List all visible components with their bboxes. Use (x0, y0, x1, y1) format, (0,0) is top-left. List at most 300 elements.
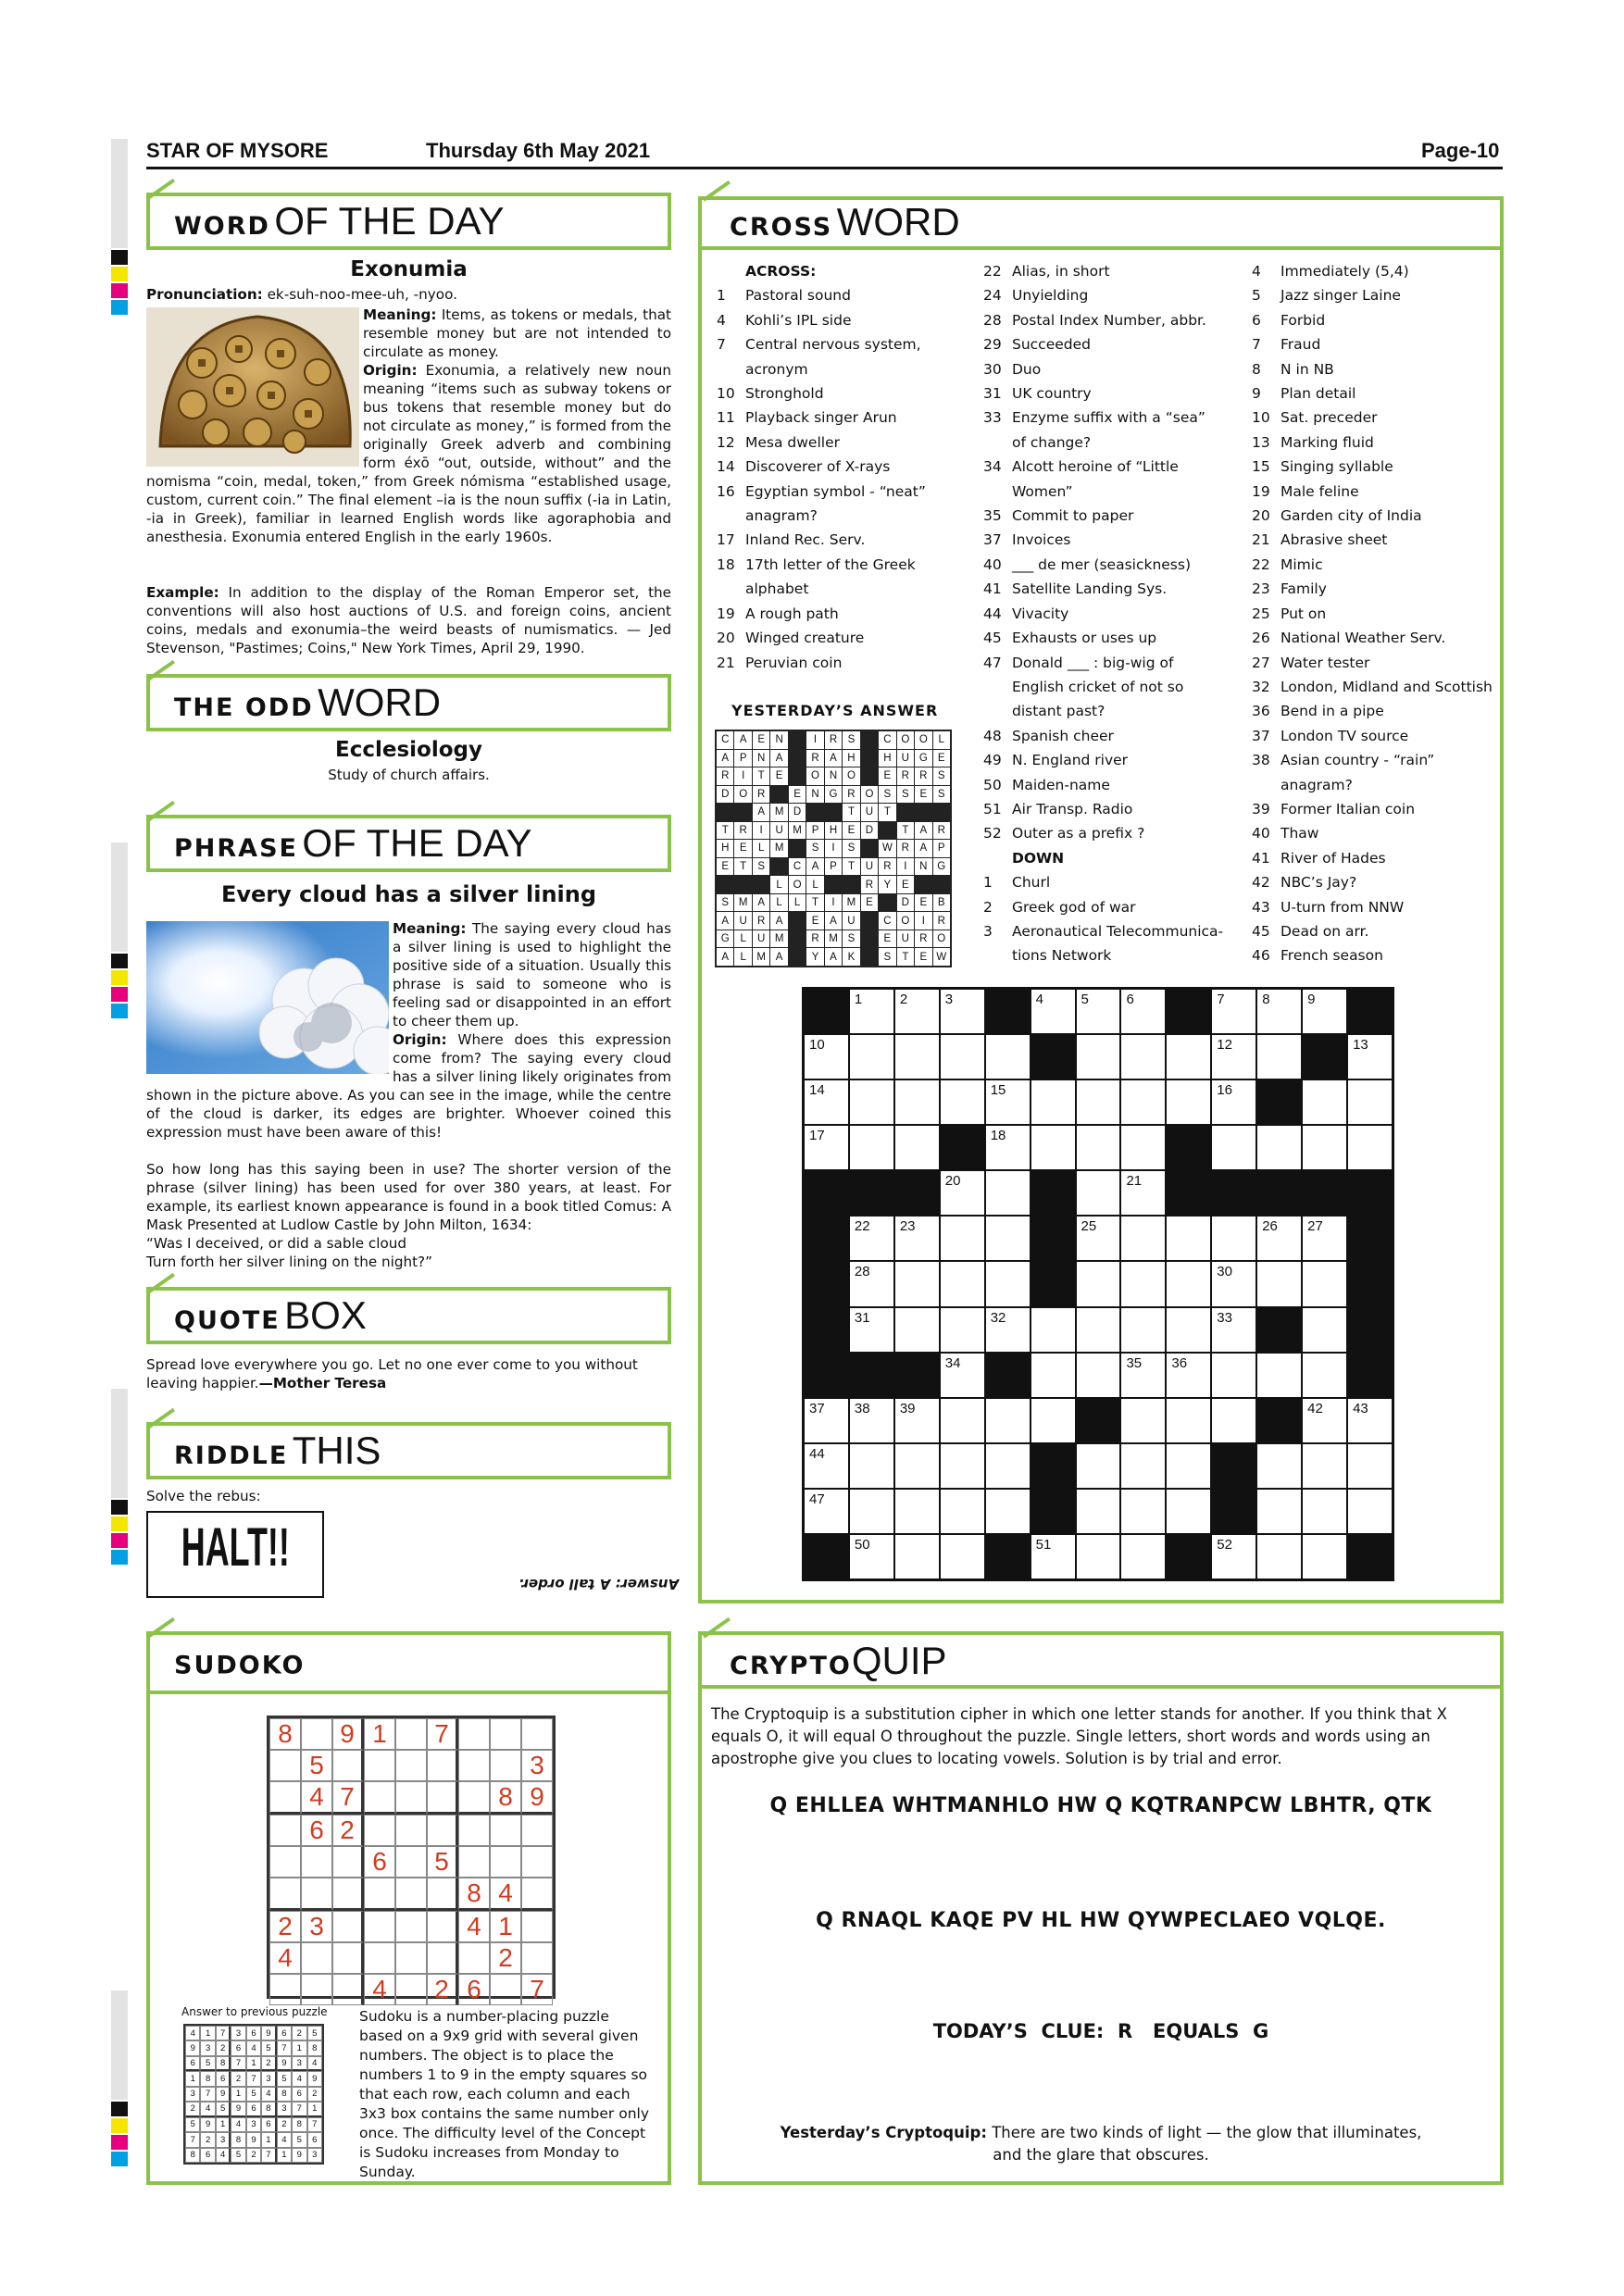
crossword-cell[interactable] (1303, 1308, 1346, 1352)
crossword-cell[interactable] (805, 1490, 848, 1533)
sudoku-cell[interactable] (521, 1846, 553, 1878)
sudoku-cell[interactable]: 8 (458, 1878, 490, 1911)
cell-number: 30 (1217, 1264, 1232, 1280)
crossword-cell[interactable] (1212, 990, 1255, 1033)
header-rule (146, 167, 1503, 169)
crossword-cell[interactable] (1077, 1262, 1120, 1305)
sudoku-cell[interactable] (332, 1878, 364, 1911)
crossword-cell[interactable] (1303, 1217, 1346, 1260)
black-square (734, 804, 751, 821)
answer-cell: 5 (292, 2132, 306, 2147)
sudoku-cell[interactable] (269, 1781, 301, 1815)
crossword-cell[interactable] (1121, 1126, 1165, 1169)
clue-row (983, 430, 1233, 455)
clue-number (717, 357, 745, 381)
clue-number: 21 (717, 654, 735, 671)
crossword-cell[interactable] (1303, 1535, 1346, 1578)
crossword-cell[interactable] (895, 1262, 939, 1305)
answer-cell: 2 (307, 2087, 322, 2102)
sudoku-cell[interactable]: 8 (269, 1718, 301, 1750)
crossword-cell[interactable] (1077, 1490, 1120, 1533)
answer-cell: I (825, 894, 842, 912)
crossword-cell[interactable] (805, 1080, 848, 1124)
crossword-cell[interactable] (1167, 1262, 1210, 1305)
cell-number: 26 (1262, 1218, 1278, 1235)
answer-cell: 3 (246, 2117, 261, 2132)
crossword-cell[interactable] (850, 1262, 893, 1305)
crossword-cell[interactable] (1121, 1171, 1165, 1215)
clue-number: 10 (1252, 409, 1270, 427)
phrase-title: Every cloud has a silver lining (220, 881, 597, 907)
clue-row (983, 773, 1233, 797)
crossword-cell[interactable] (805, 1126, 848, 1169)
answer-cell: M (770, 804, 787, 821)
crossword-cell[interactable] (941, 1535, 984, 1578)
sudoku-cell[interactable] (364, 1878, 395, 1911)
crossword-cell[interactable] (1348, 1080, 1392, 1124)
cryptoquip-line-1: Q EHLLEA WHTMANHLO HW Q KQTRANPCW LBHTR, QTK (769, 1794, 1432, 1817)
crossword-cell[interactable] (850, 1490, 893, 1533)
answer-cell: 2 (277, 2117, 292, 2132)
header-big: OF THE DAY (274, 199, 505, 243)
black-square (861, 948, 878, 966)
crossword-cell[interactable] (986, 1308, 1030, 1352)
crossword-cell[interactable] (895, 1535, 939, 1578)
answer-cell: K (843, 948, 859, 966)
registration-swatch (111, 987, 128, 1002)
crossword-cell[interactable] (1031, 1080, 1075, 1124)
crossword-cell[interactable] (1167, 1490, 1210, 1533)
sudoku-cell[interactable]: 8 (490, 1781, 521, 1815)
crossword-cell[interactable] (1303, 1399, 1346, 1442)
sudoku-cell[interactable]: 9 (332, 1718, 364, 1750)
crossword-cell[interactable] (1212, 1080, 1255, 1124)
crossword-cell[interactable] (1031, 1126, 1075, 1169)
word-origin: Origin: Exonumia, a relatively new noun meaning “items such as subway tokens or bus tokens that resemble money but do not circulate as money,” is formed from the originally Greek adverb and combining form éxō “out, outside, without” and the (363, 362, 671, 471)
sudoku-cell[interactable]: 4 (269, 1942, 301, 1974)
crossword-cell[interactable] (1167, 1308, 1210, 1352)
crossword-cell[interactable] (1121, 990, 1165, 1033)
answer-cell: 3 (261, 2071, 276, 2086)
sudoku-cell[interactable]: 3 (521, 1750, 553, 1781)
sudoku-cell[interactable] (269, 1846, 301, 1878)
crossword-cell[interactable] (895, 1490, 939, 1533)
sudoku-cell[interactable]: 4 (490, 1878, 521, 1911)
crossword-cell[interactable] (1167, 1035, 1210, 1079)
crossword-cell[interactable] (895, 1444, 939, 1488)
black-square (1031, 1490, 1075, 1533)
crossword-cell[interactable] (895, 1080, 939, 1124)
black-square (789, 948, 806, 966)
sudoku-cell[interactable] (458, 1942, 490, 1974)
crossword-cell[interactable] (941, 1035, 984, 1079)
answer-cell: 8 (200, 2071, 215, 2086)
crossword-cell[interactable] (1212, 1262, 1255, 1305)
crossword-cell[interactable] (1212, 1217, 1255, 1260)
sudoku-cell[interactable] (490, 1718, 521, 1750)
answer-cell: 1 (200, 2026, 215, 2040)
crossword-cell[interactable] (1077, 990, 1120, 1033)
crossword-cell[interactable] (1257, 1354, 1301, 1397)
crossword-cell[interactable] (986, 1035, 1030, 1079)
answer-cell: 4 (185, 2026, 200, 2040)
clue-number: 30 (983, 360, 1002, 378)
sudoku-cell[interactable] (395, 1718, 427, 1750)
sudoku-cell[interactable] (332, 1911, 364, 1942)
sudoku-cell[interactable] (395, 1942, 427, 1974)
sudoku-cell[interactable]: 1 (490, 1911, 521, 1942)
crossword-cell[interactable] (1031, 1399, 1075, 1442)
answer-cell: O (806, 767, 823, 785)
crossword-cell[interactable] (1303, 1354, 1346, 1397)
crossword-cell[interactable] (1167, 1399, 1210, 1442)
header-small: PHRASE (174, 834, 298, 863)
sudoku-cell[interactable]: 7 (521, 1974, 553, 2005)
sudoku-cell[interactable] (332, 1942, 364, 1974)
crossword-cell[interactable] (1031, 990, 1075, 1033)
crossword-cell[interactable] (986, 1080, 1030, 1124)
crossword-cell[interactable] (1167, 1217, 1210, 1260)
sudoku-cell[interactable]: 2 (269, 1911, 301, 1942)
crossword-cell[interactable] (895, 1126, 939, 1169)
sudoku-cell[interactable] (364, 1815, 395, 1846)
answer-cell: 1 (292, 2040, 306, 2055)
crossword-cell[interactable] (941, 1354, 984, 1397)
sudoku-cell[interactable] (427, 1815, 458, 1846)
crossword-cell[interactable] (850, 1444, 893, 1488)
cell-number: 27 (1307, 1218, 1323, 1235)
crossword-cell[interactable] (1077, 1217, 1120, 1260)
sudoku-cell[interactable] (521, 1942, 553, 1974)
crossword-cell[interactable] (895, 1308, 939, 1352)
crossword-cell[interactable] (1121, 1399, 1165, 1442)
crossword-cell[interactable] (1167, 1354, 1210, 1397)
sudoku-cell[interactable] (395, 1750, 427, 1781)
crossword-cell[interactable] (1077, 1444, 1120, 1488)
clue-text: tions Network (1012, 947, 1112, 965)
registration-swatch (111, 970, 128, 985)
crossword-cell[interactable] (1167, 1444, 1210, 1488)
clue-row (1252, 748, 1502, 772)
crossword-cell[interactable] (986, 1126, 1030, 1169)
sudoku-cell[interactable] (490, 1846, 521, 1878)
black-square (861, 912, 878, 930)
sudoku-cell[interactable]: 2 (427, 1974, 458, 2005)
crossword-cell[interactable] (895, 1217, 939, 1260)
answer-cell: 7 (307, 2117, 322, 2132)
crossword-cell[interactable] (1257, 1262, 1301, 1305)
sudoku-cell[interactable]: 4 (458, 1911, 490, 1942)
crossword-cell[interactable] (1212, 1535, 1255, 1578)
crossword-cell[interactable] (1257, 1217, 1301, 1260)
registration-swatch (111, 1516, 128, 1531)
clue-text: ___ de mer (seasickness) (1012, 555, 1192, 573)
crossword-cell[interactable] (941, 1262, 984, 1305)
sudoku-cell[interactable]: 9 (521, 1781, 553, 1815)
sudoku-cell[interactable] (364, 1781, 395, 1815)
sudoku-header-rule (146, 1691, 671, 1694)
crossword-cell[interactable] (1348, 1399, 1392, 1442)
answer-cell: 4 (216, 2148, 231, 2163)
crossword-cell[interactable] (1257, 1035, 1301, 1079)
sudoku-cell[interactable] (458, 1718, 490, 1750)
registration-bar (111, 139, 128, 248)
clue-number: 44 (983, 605, 1002, 622)
answer-cell: L (734, 930, 751, 948)
crossword-cell[interactable] (1348, 1490, 1392, 1533)
sudoku-cell[interactable] (364, 1911, 395, 1942)
answer-cell: 4 (307, 2056, 322, 2071)
crossword-cell[interactable] (1348, 1126, 1392, 1169)
crossword-cell[interactable] (1257, 1444, 1301, 1488)
black-square (895, 1354, 939, 1397)
answer-cell: 1 (307, 2102, 322, 2116)
crossword-cell[interactable] (1303, 1262, 1346, 1305)
answer-cell: D (789, 804, 806, 821)
answer-cell: M (843, 894, 859, 912)
sudoku-cell[interactable] (301, 1718, 332, 1750)
sudoku-cell[interactable]: 7 (427, 1718, 458, 1750)
crossword-cell[interactable] (1212, 1354, 1255, 1397)
sudoku-cell[interactable] (332, 1974, 364, 2005)
crossword-cell[interactable] (1303, 1490, 1346, 1533)
sudoku-cell[interactable] (458, 1815, 490, 1846)
sudoku-cell[interactable] (364, 1750, 395, 1781)
answer-cell: R (806, 930, 823, 948)
clue-text: London, Midland and Scottish (1280, 678, 1493, 695)
crossword-cell[interactable] (1303, 1080, 1346, 1124)
sudoku-cell[interactable] (332, 1750, 364, 1781)
sudoku-cell[interactable] (427, 1878, 458, 1911)
crossword-cell[interactable] (1121, 1035, 1165, 1079)
crossword-cell[interactable] (1031, 1308, 1075, 1352)
crossword-cell[interactable] (1121, 1217, 1165, 1260)
answer-cell: 2 (231, 2071, 245, 2086)
sudoku-cell[interactable] (364, 1942, 395, 1974)
sudoku-cell[interactable] (521, 1718, 553, 1750)
sudoku-cell[interactable] (490, 1815, 521, 1846)
sudoku-cell[interactable]: 6 (458, 1974, 490, 2005)
crossword-cell[interactable] (1212, 1308, 1255, 1352)
clue-text: French season (1280, 947, 1383, 965)
crossword-cell[interactable] (850, 1535, 893, 1578)
phrase-quote-2: Turn forth her silver lining on the night?” (146, 1254, 432, 1270)
crossword-cell[interactable] (895, 1035, 939, 1079)
crossword-cell[interactable] (805, 1035, 848, 1079)
answer-cell: D (861, 822, 878, 840)
sudoku-cell[interactable]: 6 (301, 1815, 332, 1846)
crossword-cell[interactable] (895, 1399, 939, 1442)
crossword-cell[interactable] (986, 1399, 1030, 1442)
answer-cell: 5 (277, 2071, 292, 2086)
answer-cell: O (933, 930, 950, 948)
crossword-cell[interactable] (1121, 1354, 1165, 1397)
crossword-cell[interactable] (941, 1308, 984, 1352)
yesterday-cryptoquip: Yesterday’s Cryptoquip: There are two kinds of light — the glow that illuminates, and the glare that obscures. (780, 2124, 1422, 2164)
sudoku-cell[interactable] (458, 1781, 490, 1815)
crossword-cell[interactable] (1077, 1080, 1120, 1124)
sudoku-cell[interactable]: 2 (332, 1815, 364, 1846)
sudoku-cell[interactable] (427, 1942, 458, 1974)
sudoku-cell[interactable] (490, 1750, 521, 1781)
crossword-cell[interactable] (1303, 1444, 1346, 1488)
sudoku-cell[interactable] (395, 1974, 427, 2005)
sudoku-cell[interactable]: 4 (301, 1781, 332, 1815)
crossword-cell[interactable] (986, 1444, 1030, 1488)
crossword-cell[interactable] (1077, 1535, 1120, 1578)
black-square (825, 804, 842, 821)
crossword-cell[interactable] (1121, 1308, 1165, 1352)
black-square (805, 1217, 848, 1260)
crossword-cell[interactable] (941, 1490, 984, 1533)
cell-number: 6 (1126, 992, 1134, 1007)
answer-cell: S (879, 948, 895, 966)
crossword-cell[interactable] (850, 1035, 893, 1079)
crossword-cell[interactable] (1031, 1535, 1075, 1578)
black-square (861, 731, 878, 749)
sudoku-cell[interactable] (395, 1911, 427, 1942)
answer-cell: P (825, 858, 842, 876)
sudoku-cell[interactable]: 6 (364, 1846, 395, 1878)
answer-cell: H (717, 840, 733, 857)
crossword-cell[interactable] (941, 1399, 984, 1442)
sudoku-cell[interactable] (269, 1750, 301, 1781)
crossword-cell[interactable] (1348, 1035, 1392, 1079)
header-small: THE ODD (174, 693, 314, 722)
sudoku-cell[interactable] (395, 1878, 427, 1911)
crossword-cell[interactable] (1212, 1126, 1255, 1169)
crossword-cell[interactable] (941, 1444, 984, 1488)
sudoku-cell[interactable]: 3 (301, 1911, 332, 1942)
crossword-cell[interactable] (805, 1444, 848, 1488)
crossword-cell[interactable] (850, 1080, 893, 1124)
sudoku-cell[interactable] (458, 1750, 490, 1781)
sudoku-cell[interactable]: 5 (427, 1846, 458, 1878)
crossword-cell[interactable] (1121, 1080, 1165, 1124)
clue-text: Peruvian coin (745, 654, 843, 671)
header-big: WORD (836, 200, 960, 243)
crossword-cell[interactable] (1121, 1444, 1165, 1488)
answer-cell: 1 (261, 2132, 276, 2147)
sudoku-cell[interactable] (301, 1846, 332, 1878)
sudoku-cell[interactable] (395, 1846, 427, 1878)
clue-number: 31 (983, 385, 1002, 403)
crossword-cell[interactable] (1077, 1308, 1120, 1352)
sudoku-cell[interactable] (332, 1846, 364, 1878)
crossword-cell[interactable] (986, 1490, 1030, 1533)
crossword-cell[interactable] (1077, 1171, 1120, 1215)
answer-cell: M (789, 822, 806, 840)
sudoku-cell[interactable]: 1 (364, 1718, 395, 1750)
clue-number (983, 846, 1012, 870)
crossword-cell[interactable] (850, 1399, 893, 1442)
sudoku-cell[interactable] (301, 1942, 332, 1974)
crossword-cell[interactable] (986, 1262, 1030, 1305)
sudoku-cell[interactable] (301, 1878, 332, 1911)
header-big: BOX (284, 1293, 367, 1337)
sudoku-cell[interactable] (521, 1911, 553, 1942)
crossword-cell[interactable] (1303, 990, 1346, 1033)
sudoku-cell[interactable] (427, 1781, 458, 1815)
sudoku-cell[interactable]: 5 (301, 1750, 332, 1781)
sudoku-cell[interactable] (490, 1974, 521, 2005)
crossword-cell[interactable] (895, 990, 939, 1033)
crossword-cell[interactable] (1257, 990, 1301, 1033)
clue-number: 33 (983, 409, 1002, 427)
word-of-day-header (146, 193, 671, 250)
crossword-cell[interactable] (1348, 1444, 1392, 1488)
cell-number: 12 (1217, 1037, 1232, 1054)
cell-number: 8 (1262, 992, 1270, 1007)
crossword-cell[interactable] (1077, 1126, 1120, 1169)
black-square (861, 840, 878, 857)
sudoku-cell[interactable] (521, 1815, 553, 1846)
answer-cell: N (825, 767, 842, 785)
crossword-cell[interactable] (1167, 1080, 1210, 1124)
crossword-cell[interactable] (1077, 1035, 1120, 1079)
sudoku-cell[interactable]: 4 (364, 1974, 395, 2005)
sudoku-cell[interactable] (427, 1750, 458, 1781)
clue-row (983, 381, 1233, 406)
crossword-cell[interactable] (941, 990, 984, 1033)
sudoku-cell[interactable] (395, 1815, 427, 1846)
black-square (770, 858, 787, 876)
crossword-cell[interactable] (941, 1217, 984, 1260)
crossword-cell[interactable] (850, 990, 893, 1033)
clue-row (717, 283, 967, 307)
crossword-cell[interactable] (1212, 1399, 1255, 1442)
crossword-cell[interactable] (1121, 1490, 1165, 1533)
crossword-cell[interactable] (1257, 1535, 1301, 1578)
crossword-cell[interactable] (1121, 1535, 1165, 1578)
crossword-header-rule (698, 246, 1504, 250)
answer-cell: I (825, 840, 842, 857)
crossword-cell[interactable] (941, 1171, 984, 1215)
sudoku-cell[interactable] (269, 1815, 301, 1846)
crossword-cell[interactable] (1077, 1354, 1120, 1397)
crossword-cell[interactable] (1303, 1126, 1346, 1169)
crossword-cell[interactable] (850, 1308, 893, 1352)
sudoku-cell[interactable] (301, 1974, 332, 2005)
sudoku-cell[interactable]: 2 (490, 1942, 521, 1974)
sudoku-cell[interactable] (458, 1846, 490, 1878)
answer-cell: A (734, 731, 751, 749)
sudoku-cell[interactable]: 7 (332, 1781, 364, 1815)
sudoku-cell[interactable] (427, 1911, 458, 1942)
crossword-cell[interactable] (850, 1217, 893, 1260)
sudoku-cell[interactable] (269, 1974, 301, 2005)
crossword-cell[interactable] (1121, 1262, 1165, 1305)
sudoku-cell[interactable] (269, 1878, 301, 1911)
clue-number: 34 (983, 458, 1002, 476)
crossword-cell[interactable] (986, 1217, 1030, 1260)
crossword-cell[interactable] (1031, 1354, 1075, 1397)
sudoku-cell[interactable] (395, 1781, 427, 1815)
sudoku-cell[interactable] (521, 1878, 553, 1911)
crossword-cell[interactable] (986, 1171, 1030, 1215)
answer-cell: 6 (261, 2117, 276, 2132)
answer-cell: R (753, 912, 769, 930)
answer-cell: P (806, 822, 823, 840)
crossword-cell[interactable] (1257, 1126, 1301, 1169)
crossword-cell[interactable] (805, 1399, 848, 1442)
crossword-cell[interactable] (850, 1126, 893, 1169)
crossword-cell[interactable] (1257, 1490, 1301, 1533)
down-clues-column (1252, 259, 1502, 968)
crossword-cell[interactable] (1212, 1035, 1255, 1079)
answer-cell: E (861, 894, 878, 912)
crossword-cell[interactable] (941, 1080, 984, 1124)
